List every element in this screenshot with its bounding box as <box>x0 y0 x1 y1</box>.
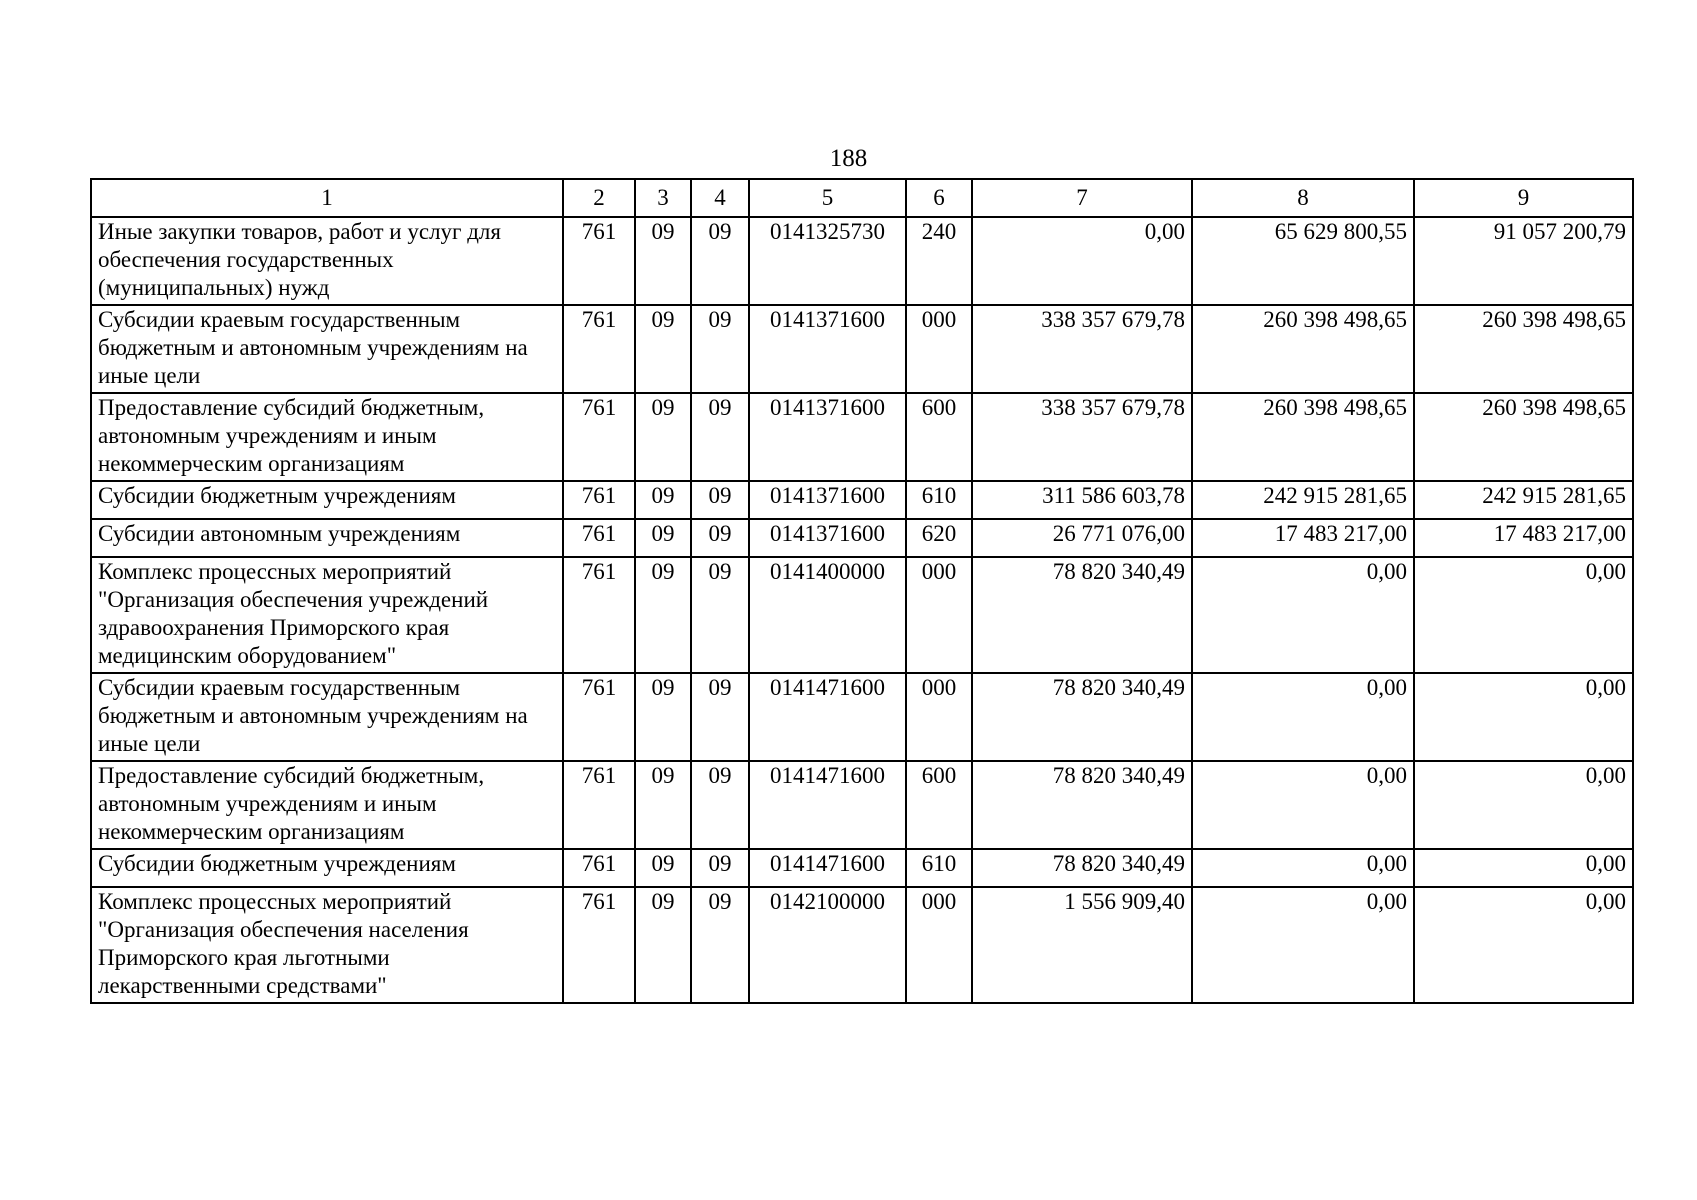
row-amount-9: 0,00 <box>1414 673 1633 761</box>
row-code-2: 761 <box>563 849 635 887</box>
row-code-2: 761 <box>563 217 635 305</box>
row-code-2: 761 <box>563 305 635 393</box>
row-code-3: 09 <box>635 761 691 849</box>
row-amount-8: 0,00 <box>1192 849 1414 887</box>
row-code-4: 09 <box>691 673 749 761</box>
row-code-2: 761 <box>563 761 635 849</box>
row-name: Иные закупки товаров, работ и услуг для обеспечения государственных (муниципальных) нужд <box>91 217 563 305</box>
header-cell: 1 <box>91 179 563 217</box>
row-amount-9: 0,00 <box>1414 557 1633 673</box>
row-name: Предоставление субсидий бюджетным, автономным учреждениям и иным некоммерческим организациям <box>91 761 563 849</box>
row-code-4: 09 <box>691 761 749 849</box>
table-row <box>91 217 1633 305</box>
row-name: Предоставление субсидий бюджетным, автономным учреждениям и иным некоммерческим организациям <box>91 393 563 481</box>
row-amount-8: 260 398 498,65 <box>1192 305 1414 393</box>
row-code-3: 09 <box>635 393 691 481</box>
row-code-6: 600 <box>906 393 972 481</box>
row-amount-7: 338 357 679,78 <box>972 393 1192 481</box>
row-amount-7: 311 586 603,78 <box>972 481 1192 519</box>
row-amount-7: 26 771 076,00 <box>972 519 1192 557</box>
row-amount-9: 242 915 281,65 <box>1414 481 1633 519</box>
row-code-2: 761 <box>563 557 635 673</box>
row-code-3: 09 <box>635 673 691 761</box>
row-code-5: 0141371600 <box>749 519 906 557</box>
row-code-5: 0141471600 <box>749 761 906 849</box>
header-cell: 5 <box>749 179 906 217</box>
row-amount-8: 0,00 <box>1192 887 1414 1003</box>
row-code-3: 09 <box>635 217 691 305</box>
row-amount-8: 0,00 <box>1192 557 1414 673</box>
row-code-6: 000 <box>906 557 972 673</box>
row-code-3: 09 <box>635 481 691 519</box>
row-amount-7: 78 820 340,49 <box>972 761 1192 849</box>
row-code-6: 610 <box>906 849 972 887</box>
row-code-4: 09 <box>691 849 749 887</box>
row-code-5: 0141471600 <box>749 673 906 761</box>
row-code-6: 620 <box>906 519 972 557</box>
table-row <box>91 519 1633 557</box>
row-code-4: 09 <box>691 887 749 1003</box>
table-row <box>91 305 1633 393</box>
row-amount-9: 260 398 498,65 <box>1414 393 1633 481</box>
row-code-5: 0141471600 <box>749 849 906 887</box>
row-name: Субсидии бюджетным учреждениям <box>91 849 563 887</box>
row-name: Комплекс процессных мероприятий "Организация обеспечения населения Приморского края льготными лекарственными средствами" <box>91 887 563 1003</box>
header-row <box>91 179 1633 217</box>
row-amount-9: 0,00 <box>1414 761 1633 849</box>
row-name: Субсидии бюджетным учреждениям <box>91 481 563 519</box>
row-amount-9: 17 483 217,00 <box>1414 519 1633 557</box>
row-code-2: 761 <box>563 393 635 481</box>
row-code-2: 761 <box>563 887 635 1003</box>
header-cell: 3 <box>635 179 691 217</box>
row-amount-8: 0,00 <box>1192 761 1414 849</box>
row-amount-8: 260 398 498,65 <box>1192 393 1414 481</box>
row-code-4: 09 <box>691 217 749 305</box>
row-code-5: 0141371600 <box>749 481 906 519</box>
row-code-6: 000 <box>906 673 972 761</box>
table-row <box>91 887 1633 1003</box>
header-cell: 7 <box>972 179 1192 217</box>
row-amount-8: 242 915 281,65 <box>1192 481 1414 519</box>
row-name: Субсидии краевым государственным бюджетным и автономным учреждениям на иные цели <box>91 305 563 393</box>
row-code-3: 09 <box>635 519 691 557</box>
row-code-2: 761 <box>563 519 635 557</box>
page-number: 188 <box>829 145 868 172</box>
row-amount-7: 78 820 340,49 <box>972 557 1192 673</box>
row-code-3: 09 <box>635 849 691 887</box>
row-code-4: 09 <box>691 519 749 557</box>
row-amount-9: 0,00 <box>1414 887 1633 1003</box>
table-row <box>91 481 1633 519</box>
row-amount-7: 0,00 <box>972 217 1192 305</box>
row-code-6: 000 <box>906 305 972 393</box>
row-code-2: 761 <box>563 481 635 519</box>
row-code-3: 09 <box>635 305 691 393</box>
row-amount-7: 78 820 340,49 <box>972 673 1192 761</box>
table-row <box>91 673 1633 761</box>
row-amount-8: 17 483 217,00 <box>1192 519 1414 557</box>
table-row <box>91 761 1633 849</box>
row-code-5: 0141371600 <box>749 305 906 393</box>
row-amount-9: 0,00 <box>1414 849 1633 887</box>
row-code-4: 09 <box>691 557 749 673</box>
row-code-6: 240 <box>906 217 972 305</box>
row-code-5: 0141400000 <box>749 557 906 673</box>
row-code-5: 0142100000 <box>749 887 906 1003</box>
row-amount-9: 91 057 200,79 <box>1414 217 1633 305</box>
row-amount-7: 78 820 340,49 <box>972 849 1192 887</box>
budget-table <box>90 178 1634 1004</box>
row-name: Комплекс процессных мероприятий "Организация обеспечения учреждений здравоохранения Приморского края медицинским оборудованием" <box>91 557 563 673</box>
header-cell: 4 <box>691 179 749 217</box>
header-cell: 6 <box>906 179 972 217</box>
row-code-4: 09 <box>691 393 749 481</box>
row-amount-9: 260 398 498,65 <box>1414 305 1633 393</box>
row-amount-8: 65 629 800,55 <box>1192 217 1414 305</box>
row-code-5: 0141371600 <box>749 393 906 481</box>
row-code-6: 610 <box>906 481 972 519</box>
row-name: Субсидии автономным учреждениям <box>91 519 563 557</box>
row-code-4: 09 <box>691 481 749 519</box>
row-code-3: 09 <box>635 887 691 1003</box>
row-code-6: 600 <box>906 761 972 849</box>
row-code-5: 0141325730 <box>749 217 906 305</box>
header-cell: 9 <box>1414 179 1633 217</box>
row-name: Субсидии краевым государственным бюджетным и автономным учреждениям на иные цели <box>91 673 563 761</box>
row-code-3: 09 <box>635 557 691 673</box>
row-code-6: 000 <box>906 887 972 1003</box>
table-row <box>91 849 1633 887</box>
row-code-4: 09 <box>691 305 749 393</box>
table-row <box>91 557 1633 673</box>
row-amount-7: 1 556 909,40 <box>972 887 1192 1003</box>
table-row <box>91 393 1633 481</box>
header-cell: 2 <box>563 179 635 217</box>
row-amount-7: 338 357 679,78 <box>972 305 1192 393</box>
row-amount-8: 0,00 <box>1192 673 1414 761</box>
row-code-2: 761 <box>563 673 635 761</box>
header-cell: 8 <box>1192 179 1414 217</box>
